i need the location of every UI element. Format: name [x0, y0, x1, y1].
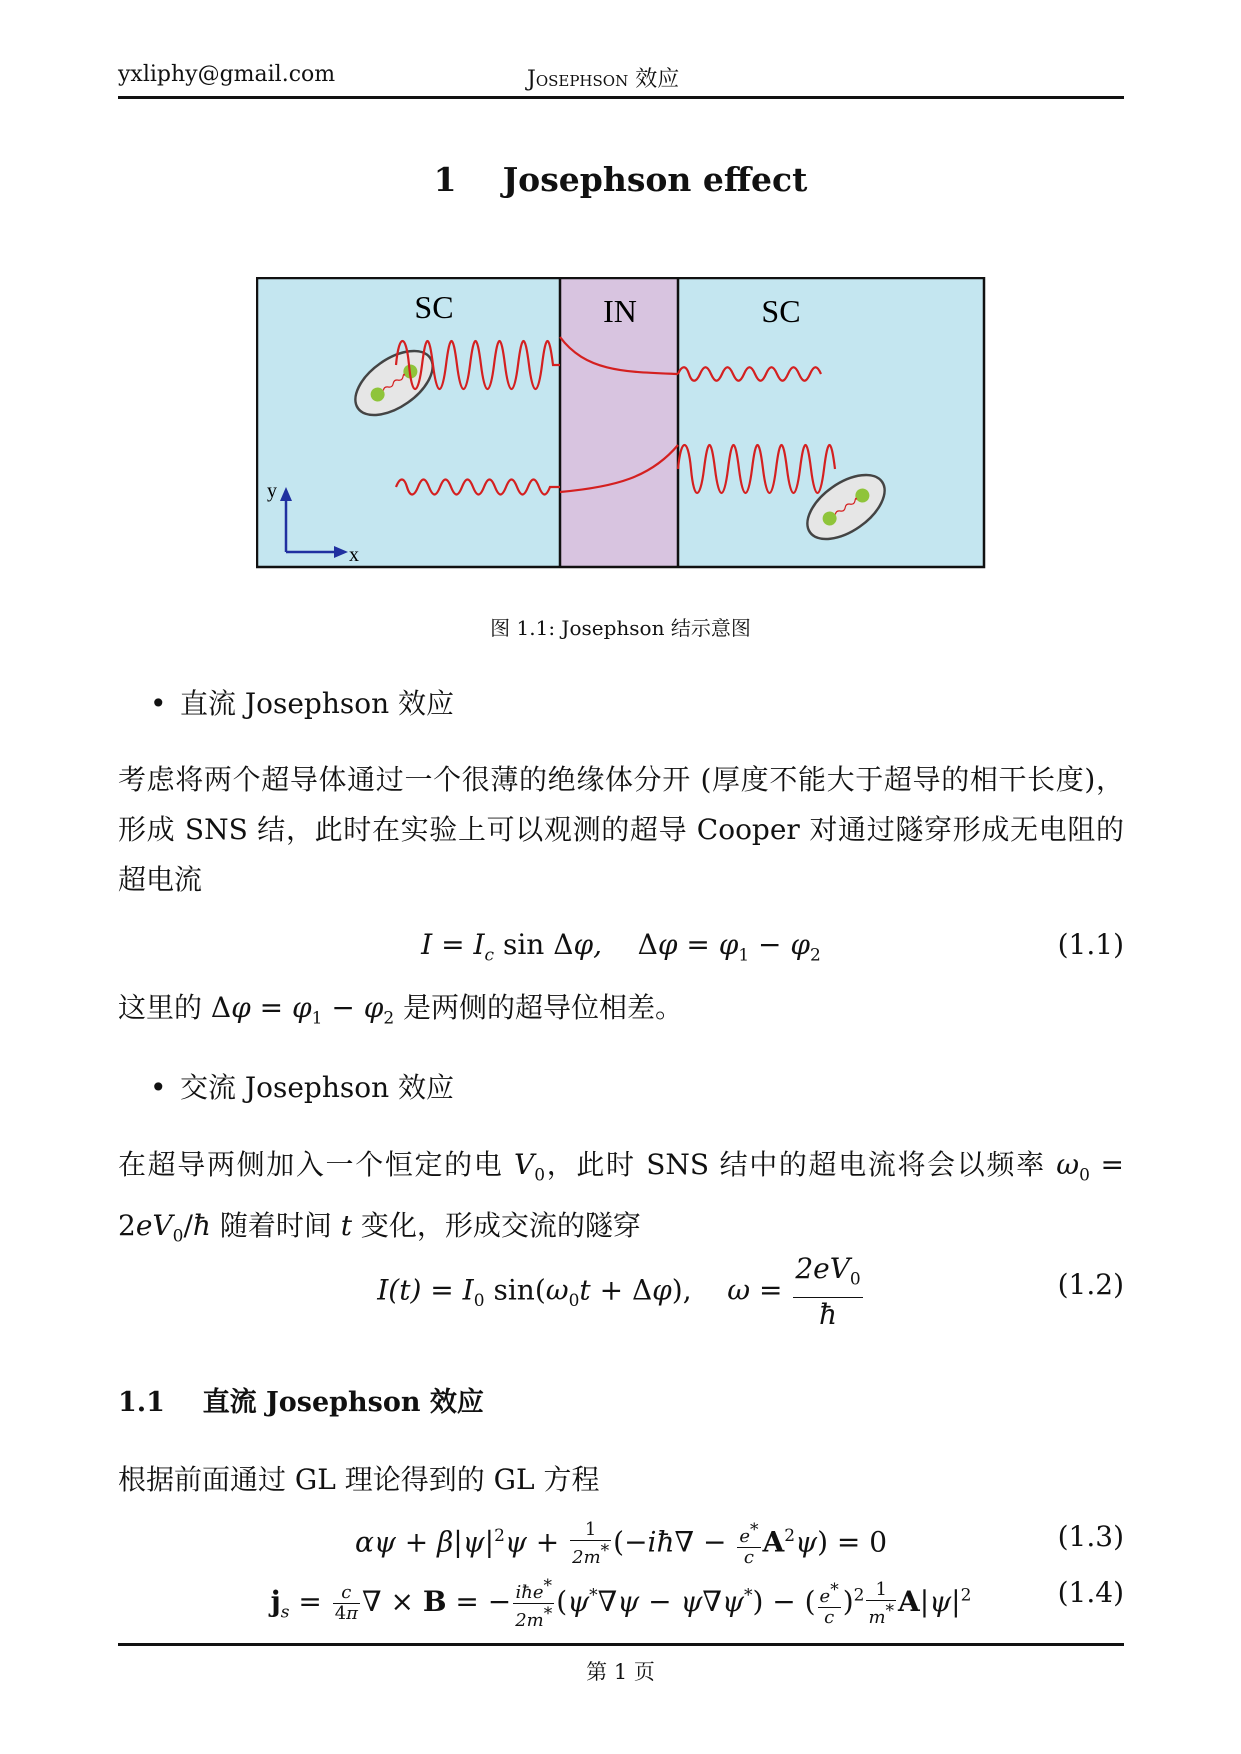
- equation-number-1-4: (1.4): [1057, 1576, 1124, 1609]
- subsection-title: 1.1 直流 Josephson 效应: [118, 1387, 484, 1418]
- equation-1-2: $I(t) = I_0$ $\sin(\omega_0t + \Delta\varphi)$, ω = $\frac{2eV_0}{ħ}$ (1.2): [377, 1252, 1124, 1331]
- equation-1-3: $\alpha\psi + \beta|\psi|^2\psi$ + $\frac{1}{2m^*}$ (−iħ∇ − $\frac{e^*}{c}$ $A^2\psi) = 0$ (1.3): [354, 1519, 1124, 1568]
- axis-y-label: y: [267, 480, 277, 502]
- figure-caption: 图 1.1: Josephson 结示意图: [490, 616, 751, 640]
- footer-rule: [118, 1643, 1124, 1646]
- bullet-ac: • 交流 Josephson 效应: [150, 1071, 455, 1104]
- in-label: IN: [603, 293, 637, 329]
- page-number: 第 1 页: [586, 1660, 655, 1684]
- header-rule: [118, 96, 1124, 99]
- right-sc-label: SC: [761, 293, 801, 329]
- header-title: Josephson 效应: [527, 67, 680, 92]
- equation-1-4: $j_s$ = $\frac{c}{4\pi}$ ∇ × B = − $\frac{iħe^*}{2m^*}$ (ψ*∇ψ − ψ∇ψ*) − ( $\frac{e^*}{c}$ )$^2$ $\frac{1}{m^*}$ $A|\psi|^2$ (1.4): [270, 1576, 1124, 1631]
- section-title: 1 Josephson effect: [433, 160, 808, 199]
- header-email: yxliphy@gmail.com: [118, 62, 336, 87]
- equation-1-1: $I = I_c$ sin Δφ, $\Delta\varphi = \varphi_1 - \varphi_2$ (1.1): [421, 928, 1124, 966]
- left-superconductor-region: [257, 278, 560, 567]
- equation-number-1-2: (1.2): [1057, 1268, 1124, 1301]
- paragraph-1: 考虑将两个超导体通过一个很薄的绝缘体分开 (厚度不能大于超导的相干长度)，形成 SNS 结，此时在实验上可以观测的超导 Cooper 对通过隧穿形成无电阻的超电流: [118, 763, 1124, 896]
- bullet-dc: • 直流 Josephson 效应: [150, 687, 455, 720]
- josephson-junction-figure: [256, 277, 986, 571]
- paragraph-4: 根据前面通过 GL 理论得到的 GL 方程: [118, 1463, 600, 1496]
- paragraph-2: 这里的 $\Delta\varphi = \varphi_1 - \varphi_2$ 是两侧的超导位相差。: [118, 991, 684, 1029]
- bullet-ac-label: 交流 Josephson 效应: [180, 1071, 455, 1104]
- left-sc-label: SC: [414, 289, 454, 325]
- equation-number-1-3: (1.3): [1057, 1520, 1124, 1553]
- equation-number-1-1: (1.1): [1057, 928, 1124, 961]
- axis-x-label: x: [349, 544, 359, 566]
- paragraph-3: 在超导两侧加入一个恒定的电 $V_0$，此时 SNS 结中的超电流将会以频率 $\omega_0$ = $2eV_0/ħ$ 随着时间 t 变化，形成交流的隧穿: [118, 1148, 1124, 1247]
- bullet-dc-label: 直流 Josephson 效应: [180, 687, 455, 720]
